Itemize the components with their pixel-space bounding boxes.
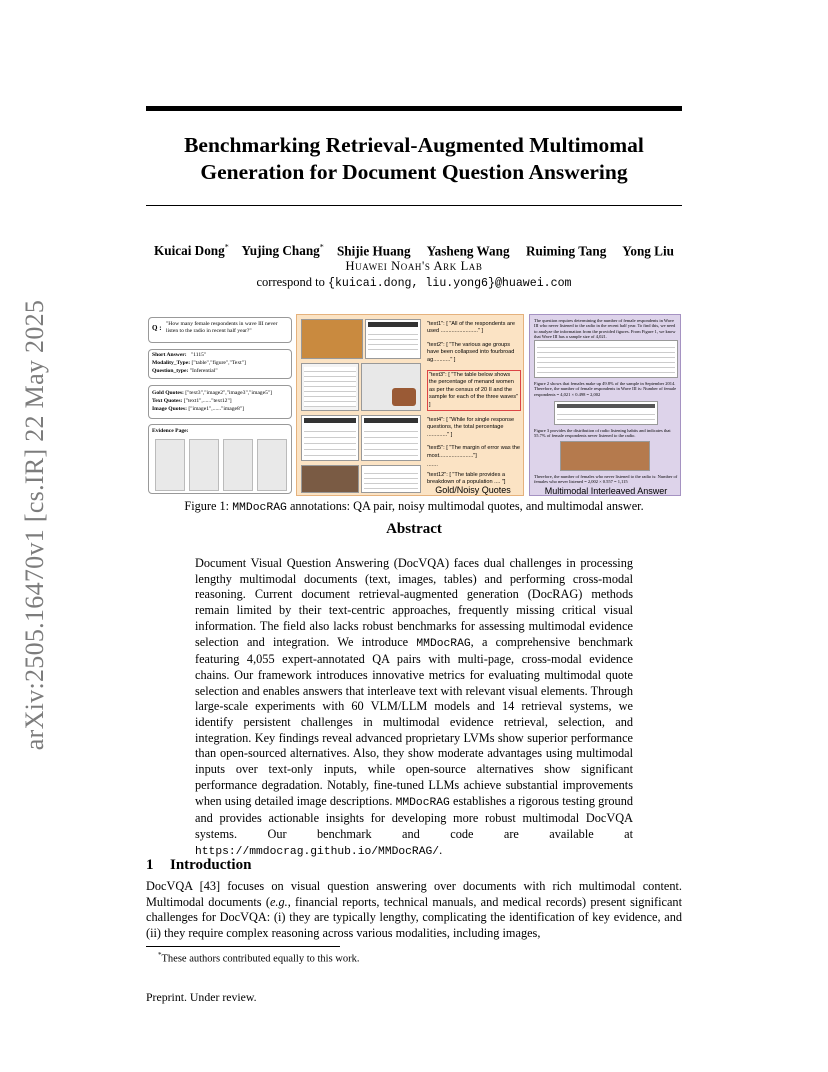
answer-panel: The question requires determining the number of female respondents in Wave III who never listened to the radio in the recent half year. To find this, we need to analyze the information from the provided figures. From Figure 1, we know that Wave III has a sample size of 4,021. Figure 2 shows that females make up 49.8% of the sample in September 2014. Therefore, the number of female respondents in Wave III is: Number of female respondents = 4,021 × 0.498 = 2,002 Figure 3 provides the distribution of radio listening habits and indicates that 55.7% of female respondents never listened to the radio. Therefore, the number of females who never listened to the radio is: Number of females who never listened = 2,002 × 0.557 = 1,115 Multimodal Interleaved Answer [529,314,681,496]
title-rule-bottom [146,205,682,206]
answer-photo-image [560,441,650,471]
quotes-meta-box: Gold Quotes: ["text3","image2","image3","image5"] Text Quotes: ["text1",......"text12"] Image Quotes: ["image1",......"image8"] [148,385,292,419]
evidence-page-thumb [189,439,219,491]
image-quote-thumb [365,319,421,359]
answer-chart-image [554,401,658,425]
correspondence: correspond to {kuicai.dong, liu.yong6}@huawei.com [256,275,572,290]
arxiv-id: arXiv:2505.16470v1 [cs.IR] 22 May 2025 [20,299,49,751]
quotes-panel-label: Gold/Noisy Quotes [435,485,511,495]
abstract-body: Document Visual Question Answering (DocVQA) faces dual challenges in processing lengthy multimodal documents (text, images, tables) and performing cross-modal reasoning. Current document retrieval-augmented generation (DocRAG) methods remain limited by their text-centric approaches, frequently missing critical visual information. The field also lacks robust benchmarks for assessing multimodal evidence selection and integration. We introduce MMDocRAG, a comprehensive benchmark featuring 4,055 expert-annotated QA pairs with multi-page, cross-modal evidence chains. Our framework introduces innovative metrics for evaluating multimodal quote selection and enables answers that interleave text with relevant visual elements. Through large-scale experiments with 60 VLM/LLM models and 14 retrieval systems, we identify persistent challenges in multimodal evidence retrieval, selection, and integration. Key findings reveal advanced proprietary LVMs show superior performance than open-sourced alternatives. Also, they show moderate advantages using multimodal inputs over text-only inputs, while open-source alternatives show significant performance degradation. Notably, fine-tuned LLMs achieve substantial improvements when using detailed image descriptions. MMDocRAG establishes a rigorous testing ground and provides actionable insights for developing more robust multimodal DocVQA systems. Our benchmark and code are available at https://mmdocrag.github.io/MMDocRAG/. [195,556,634,858]
author-5: Ruiming Tang [526,243,607,259]
author-2: Yujing Chang* [241,243,324,259]
text-quote: "text4": [ "While for single response questions, the total percentage ............." ] [427,417,515,438]
author-6: Yong Liu [622,243,674,259]
image-quote-thumb [301,415,359,461]
introduction-body: DocVQA [43] focuses on visual question answering over documents with rich multimodal content. Multimodal documents (e.g., financial reports, technical manuals, and medical records) present significant challenges for DocVQA: (i) they are typically lengthy, complicating the identification of key evidence, and (ii) they require complex reasoning across various modalities, including images, [146,879,682,941]
section-heading-introduction: 1 Introduction [146,857,252,873]
evidence-page-thumb [223,439,253,491]
evidence-page-box: Evidence Page: [148,424,292,494]
text-quote: "text2": [ "The various age groups have been collapsed into fourbroad ag..........." ] [427,341,515,363]
figure-1 [146,313,682,497]
answer-meta-box: Short Answer: "1115" Modality_Type: ["table","figure","Text"] Question_type: "Inferential" [148,349,292,379]
image-quote-thumb [361,363,421,411]
answer-table-image [534,340,678,378]
answer-panel-label: Multimodal Interleaved Answer [544,486,668,496]
text-quote-gold: "text3": [ "The table below shows the percentage of menand women as per the census of 20 II and the sample for each of the three waves" ] [427,370,521,411]
image-quote-thumb [301,363,359,411]
image-quote-thumb [361,465,421,493]
arxiv-stamp [10,290,60,760]
correspond-email[interactable]: {kuicai.dong, liu.yong6}@huawei.com [328,277,572,290]
image-quote-thumb [301,465,359,493]
image-quote-thumb [361,415,421,461]
text-quote: "text1": [ "All of the respondents are used ........................" ] [427,321,516,335]
footnote-rule [146,946,340,947]
evidence-page-thumb [155,439,185,491]
title-rule-top [146,106,682,111]
figure-caption: Figure 1: MMDocRAG annotations: QA pair, noisy multimodal quotes, and multimodal answer. [184,499,644,514]
image-quote-thumb [301,319,363,359]
abstract-heading: Abstract [386,521,442,537]
text-quote-list [427,321,521,486]
text-quote: "text5": [ "The margin of error was the most......................"] [427,445,521,459]
preprint-note: Preprint. Under review. [146,990,257,1004]
affiliation: Huawei Noah's Ark Lab [345,259,483,273]
author-list [100,243,728,259]
text-quote-ellipsis: ....... [427,462,438,469]
author-3: Shijie Huang [336,243,411,259]
quotes-panel [296,314,524,496]
abstract-link[interactable]: https://mmdocrag.github.io/MMDocRAG/ [195,845,440,858]
author-4: Yasheng Wang [426,243,510,259]
paper-title: Benchmarking Retrieval-Augmented Multimomal Generation for Document Question Answering [184,133,644,184]
text-quote: "text12": [ "The table provides a breakdown of a population .... "] [427,471,506,485]
footnote: *These authors contributed equally to this work. [158,951,360,965]
author-1: Kuicai Dong* [154,243,229,259]
evidence-page-thumb [257,439,287,491]
question-box: Q : "How many female respondents in wave III never listen to the radio in recent half year?" [148,317,292,343]
